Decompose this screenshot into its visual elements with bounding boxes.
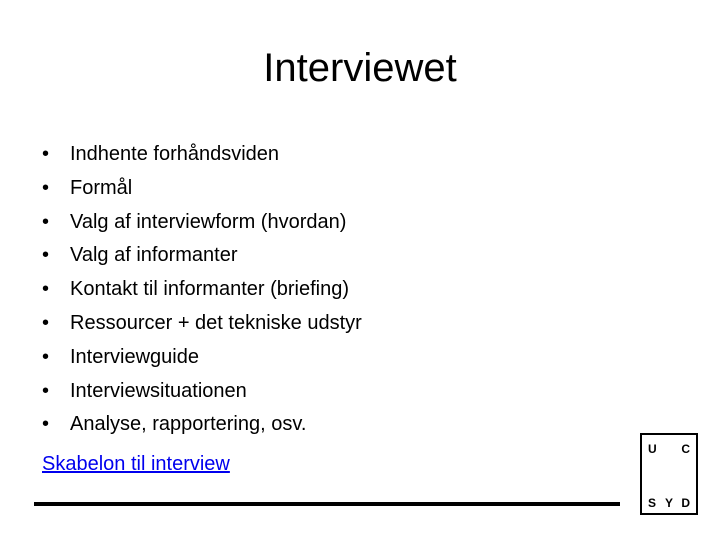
list-item-text: Ressourcer + det tekniske udstyr <box>70 311 362 334</box>
ucsyd-logo <box>640 433 698 515</box>
template-link[interactable]: Skabelon til interview <box>42 453 230 475</box>
bullet-icon: • <box>42 244 50 267</box>
logo-gap <box>646 475 692 477</box>
list-item-text: Indhente forhåndsviden <box>70 143 280 165</box>
list-item-text: Formål <box>70 176 133 199</box>
list-item <box>42 172 362 206</box>
list-item-text: Interviewguide <box>70 345 199 368</box>
logo-letter-u: U <box>648 442 657 456</box>
list-item <box>42 375 362 409</box>
logo-letter-c: C <box>681 442 690 456</box>
list-item-text: Valg af informanter <box>70 244 238 267</box>
list-item <box>42 307 362 341</box>
list-item-text: Interviewsituationen <box>70 379 247 402</box>
bullet-icon: • <box>42 143 50 165</box>
logo-letter-d: D <box>681 496 690 510</box>
bullet-icon: • <box>42 311 50 334</box>
bullet-icon: • <box>42 176 50 199</box>
bullet-icon: • <box>42 413 50 436</box>
footer-divider <box>34 502 620 506</box>
bullet-icon: • <box>42 345 50 368</box>
bullet-icon: • <box>42 379 50 402</box>
bullet-list <box>42 138 362 442</box>
list-item <box>42 138 362 172</box>
list-item-text: Valg af interviewform (hvordan) <box>70 210 347 233</box>
list-item <box>42 341 362 375</box>
logo-letter-s: S <box>648 496 657 510</box>
list-item <box>42 239 362 273</box>
list-item-text: Kontakt til informanter (briefing) <box>70 278 350 301</box>
slide-title: Interviewet <box>263 46 457 90</box>
bullet-icon: • <box>42 278 50 301</box>
list-item <box>42 408 362 442</box>
bullet-icon: • <box>42 210 50 233</box>
list-item-text: Analyse, rapportering, osv. <box>70 413 307 436</box>
list-item <box>42 273 362 307</box>
logo-letter-y: Y <box>665 496 674 510</box>
list-item <box>42 206 362 240</box>
